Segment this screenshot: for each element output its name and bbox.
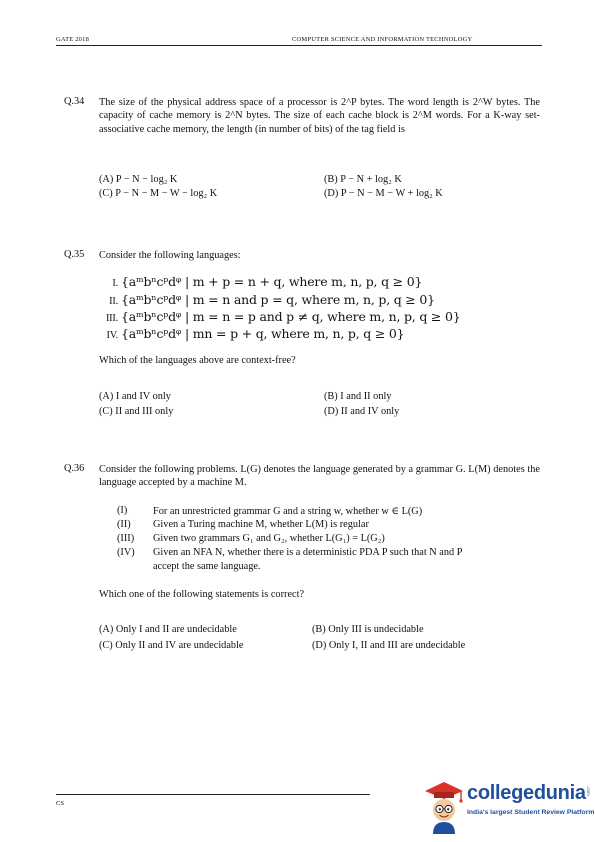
q36-problem-4-label: (IV) bbox=[117, 547, 135, 558]
q34-option-c[interactable]: (C) P − N − M − W − log₂ K bbox=[99, 188, 218, 199]
q36-question: Which one of the following statements is correct? bbox=[99, 589, 305, 600]
q36-problem-2-text: Given a Turing machine M, whether L(M) is regular bbox=[153, 519, 369, 530]
q35-language-2-label: II. bbox=[109, 296, 118, 307]
q36-problem-4-text: Given an NFA N, whether there is a deterministic PDA P such that N and P bbox=[153, 547, 463, 558]
q36-problem-3 bbox=[117, 533, 537, 546]
q36-problem-3-text: Given two grammars G₁ and G₂, whether L(G₁) = L(G₂) bbox=[153, 533, 385, 544]
q34-option-d[interactable]: (D) P − N − M − W + log₂ K bbox=[324, 188, 443, 199]
q36-problem-2-label: (II) bbox=[117, 519, 131, 530]
q34-option-a[interactable]: (A) P − N − log₂ K bbox=[99, 174, 178, 185]
q36-problem-4-continued-text: accept the same language. bbox=[153, 561, 261, 572]
q36-number: Q.36 bbox=[64, 463, 85, 474]
q36-stem: Consider the following problems. L(G) denotes the language generated by a grammar G. L(M) denotes the language accepted by a machine M. bbox=[99, 464, 540, 489]
q35-option-b[interactable]: (B) I and II only bbox=[324, 391, 392, 402]
q35-language-1-expr: {aᵐbⁿcᵖdᵠ | m + p = n + q, where m, n, p, q ≥ 0} bbox=[121, 274, 423, 289]
collegedunia-logo bbox=[421, 776, 595, 834]
logo-wordmark: collegedunia bbox=[467, 782, 586, 804]
q36-problem-1-text: For an unrestricted grammar G and a string w, whether w ∈ L(G) bbox=[153, 506, 423, 517]
q34-number: Q.34 bbox=[64, 96, 85, 107]
q35-language-3 bbox=[100, 309, 461, 324]
q36-option-d[interactable]: (D) Only I, II and III are undecidable bbox=[312, 640, 466, 651]
q35-language-4 bbox=[100, 326, 404, 341]
mascot-icon bbox=[421, 776, 467, 834]
q36-option-c[interactable]: (C) Only II and IV are undecidable bbox=[99, 640, 244, 651]
q36-option-b[interactable]: (B) Only III is undecidable bbox=[312, 624, 424, 635]
q36-problem-3-label: (III) bbox=[117, 533, 135, 544]
logo-domain-suffix: .com bbox=[586, 786, 591, 796]
q35-option-a[interactable]: (A) I and IV only bbox=[99, 391, 171, 402]
header-exam-title: GATE 2018 bbox=[56, 36, 90, 43]
logo-tagline: India's largest Student Review Platform bbox=[467, 809, 595, 816]
q35-language-4-label: IV. bbox=[106, 330, 118, 341]
q35-language-2-expr: {aᵐbⁿcᵖdᵠ | m = n and p = q, where m, n, p, q ≥ 0} bbox=[121, 292, 435, 307]
q36-problem-4-continued bbox=[117, 561, 537, 574]
q35-language-2 bbox=[100, 292, 435, 307]
q35-language-3-expr: {aᵐbⁿcᵖdᵠ | m = n = p and p ≠ q, where m, n, p, q ≥ 0} bbox=[121, 309, 461, 324]
q35-number: Q.35 bbox=[64, 249, 85, 260]
footer-rule bbox=[56, 794, 370, 795]
q36-problem-1-label: (I) bbox=[117, 505, 128, 516]
footer-subject-code: CS bbox=[56, 800, 64, 807]
q36-problem-1 bbox=[117, 505, 537, 518]
header-rule bbox=[56, 45, 542, 46]
q36-option-a[interactable]: (A) Only I and II are undecidable bbox=[99, 624, 237, 635]
q35-stem: Consider the following languages: bbox=[99, 250, 241, 261]
q34-option-b[interactable]: (B) P − N + log₂ K bbox=[324, 174, 402, 185]
q35-language-1-label: I. bbox=[112, 278, 118, 289]
q35-language-1 bbox=[100, 274, 422, 289]
q35-language-3-label: III. bbox=[105, 313, 118, 324]
header-subject: COMPUTER SCIENCE AND INFORMATION TECHNOLOGY bbox=[292, 36, 473, 43]
q35-option-c[interactable]: (C) II and III only bbox=[99, 406, 174, 417]
q36-problem-4 bbox=[117, 547, 537, 560]
q35-question: Which of the languages above are context-free? bbox=[99, 355, 296, 366]
q35-option-d[interactable]: (D) II and IV only bbox=[324, 406, 400, 417]
q34-stem: The size of the physical address space of a processor is 2^P bytes. The word length is 2^W bytes. The capacity of cache memory is 2^N bytes. The size of each cache block is 2^M words. For a K-way set-associative cache memory, the length (in number of bits) of the tag field is bbox=[99, 97, 540, 135]
q36-problem-2 bbox=[117, 519, 537, 532]
q35-language-4-expr: {aᵐbⁿcᵖdᵠ | mn = p + q, where m, n, p, q ≥ 0} bbox=[121, 326, 405, 341]
